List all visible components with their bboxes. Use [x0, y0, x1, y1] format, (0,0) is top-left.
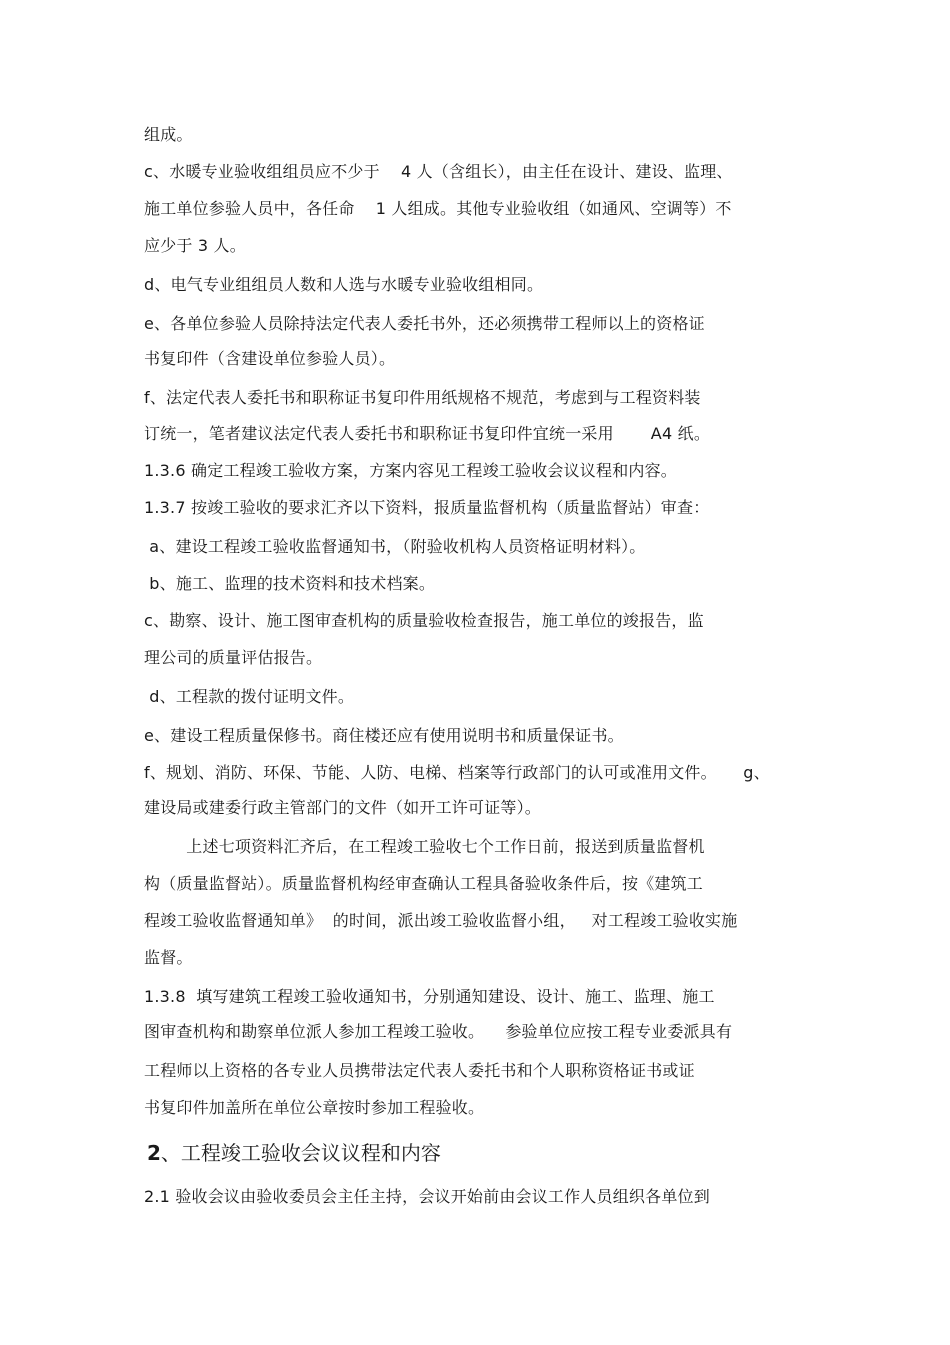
section-heading	[147, 1140, 441, 1166]
paragraph-line: 监督。	[144, 948, 193, 967]
paragraph-line: 2.1 验收会议由验收委员会主任主持，会议开始前由会议工作人员组织各单位到	[144, 1187, 710, 1206]
paragraph-line: 程竣工验收监督通知单》 的时间，派出竣工验收监督小组， 对工程竣工验收实施	[144, 911, 738, 930]
paragraph-line: e、各单位参验人员除持法定代表人委托书外，还必须携带工程师以上的资格证	[144, 314, 705, 333]
paragraph-line: 理公司的质量评估报告。	[144, 648, 323, 667]
paragraph-line: d、电气专业组组员人数和人选与水暖专业验收组相同。	[144, 275, 544, 294]
paragraph-line: 建设局或建委行政主管部门的文件（如开工许可证等）。	[144, 798, 542, 817]
paragraph-line: 组成。	[144, 125, 193, 144]
paragraph-line: b、施工、监理的技术资料和技术档案。	[144, 574, 436, 593]
section-title: 、工程竣工验收会议议程和内容	[160, 1141, 441, 1165]
paragraph-line: 工程师以上资格的各专业人员携带法定代表人委托书和个人职称资格证书或证	[144, 1061, 695, 1080]
paragraph-line: 书复印件（含建设单位参验人员）。	[144, 349, 396, 368]
paragraph-line: c、勘察、设计、施工图审查机构的质量验收检查报告，施工单位的竣报告，监	[144, 611, 704, 630]
paragraph-line: 1.3.8 填写建筑工程竣工验收通知书，分别通知建设、设计、施工、监理、施工	[144, 987, 715, 1006]
paragraph-line: a、建设工程竣工验收监督通知书，（附验收机构人员资格证明材料）。	[144, 537, 646, 556]
paragraph-line: 应少于 3 人。	[144, 236, 246, 255]
paragraph-line: 图审查机构和勘察单位派人参加工程竣工验收。 参验单位应按工程专业委派具有	[144, 1022, 733, 1041]
paragraph-line: 施工单位参验人员中，各任命 1 人组成。其他专业验收组（如通风、空调等）不	[144, 199, 732, 218]
paragraph-line: c、水暖专业验收组组员应不少于 4 人（含组长），由主任在设计、建设、监理、	[144, 162, 733, 181]
paragraph-line: f、法定代表人委托书和职称证书复印件用纸规格不规范，考虑到与工程资料装	[144, 388, 701, 407]
paragraph-line: 1.3.6 确定工程竣工验收方案，方案内容见工程竣工验收会议议程和内容。	[144, 461, 677, 480]
paragraph-line: f、规划、消防、环保、节能、人防、电梯、档案等行政部门的认可或准用文件。 g、	[144, 763, 770, 782]
paragraph-line: e、建设工程质量保修书。商住楼还应有使用说明书和质量保证书。	[144, 726, 624, 745]
paragraph-line: 书复印件加盖所在单位公章按时参加工程验收。	[144, 1098, 485, 1117]
paragraph-line: 构（质量监督站）。质量监督机构经审查确认工程具备验收条件后，按《建筑工	[144, 874, 704, 893]
paragraph-line: 订统一，笔者建议法定代表人委托书和职称证书复印件宜统一采用 A4 纸。	[144, 424, 711, 443]
paragraph-line: 上述七项资料汇齐后，在工程竣工验收七个工作日前，报送到质量监督机	[144, 837, 705, 856]
paragraph-line: d、工程款的拨付证明文件。	[144, 687, 355, 706]
paragraph-line: 1.3.7 按竣工验收的要求汇齐以下资料，报质量监督机构（质量监督站）审查：	[144, 498, 710, 517]
section-number: 2	[147, 1141, 161, 1165]
